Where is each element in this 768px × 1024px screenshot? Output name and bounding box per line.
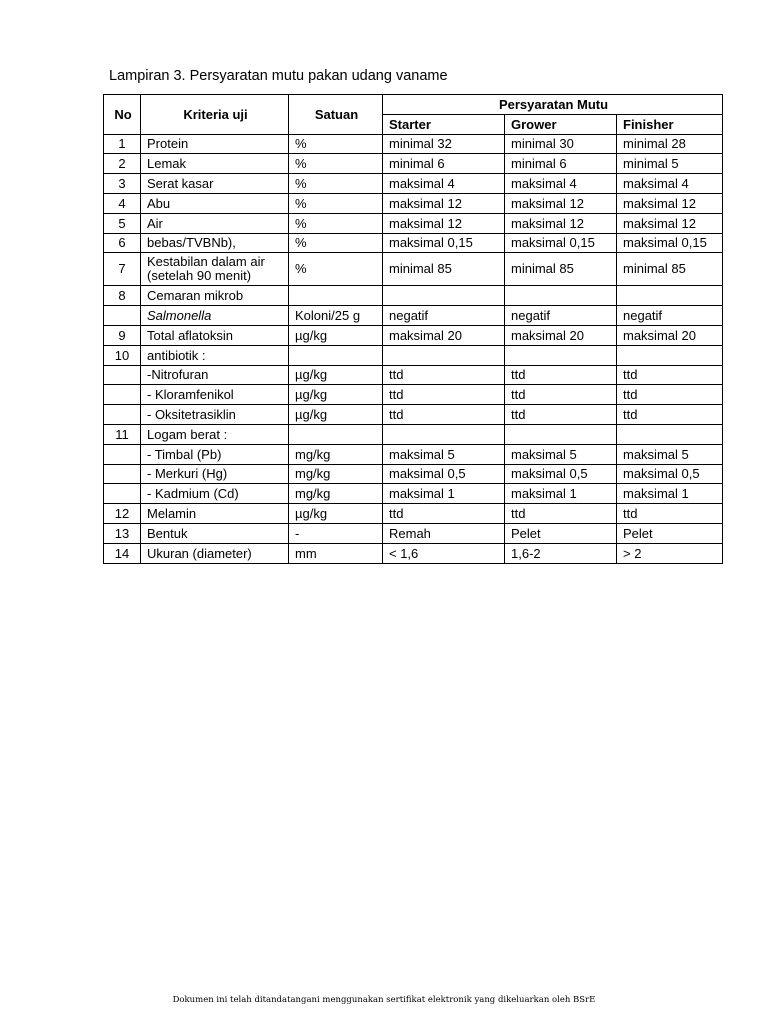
header-criteria: Kriteria uji <box>141 95 289 135</box>
cell-criteria: - Kloramfenikol <box>141 385 289 405</box>
header-grower: Grower <box>505 114 617 134</box>
cell-no <box>104 306 141 326</box>
table-row <box>104 424 723 444</box>
cell-unit: % <box>289 253 383 286</box>
cell-finisher: > 2 <box>617 543 723 563</box>
cell-unit <box>289 286 383 306</box>
cell-starter <box>383 424 505 444</box>
cell-unit: µg/kg <box>289 504 383 524</box>
cell-grower: maksimal 20 <box>505 325 617 345</box>
cell-finisher <box>617 345 723 365</box>
cell-starter: maksimal 0,15 <box>383 233 505 253</box>
cell-unit: - <box>289 523 383 543</box>
cell-criteria: Melamin <box>141 504 289 524</box>
cell-finisher: Pelet <box>617 523 723 543</box>
cell-criteria: Serat kasar <box>141 174 289 194</box>
table-row <box>104 484 723 504</box>
cell-no: 2 <box>104 154 141 174</box>
cell-starter: ttd <box>383 365 505 385</box>
header-starter: Starter <box>383 114 505 134</box>
cell-starter: maksimal 0,5 <box>383 464 505 484</box>
cell-unit <box>289 345 383 365</box>
cell-grower <box>505 345 617 365</box>
header-finisher: Finisher <box>617 114 723 134</box>
cell-grower: minimal 85 <box>505 253 617 286</box>
cell-finisher: negatif <box>617 306 723 326</box>
cell-grower: maksimal 1 <box>505 484 617 504</box>
cell-no: 3 <box>104 174 141 194</box>
cell-no <box>104 464 141 484</box>
cell-unit: µg/kg <box>289 365 383 385</box>
cell-starter: minimal 6 <box>383 154 505 174</box>
cell-finisher: ttd <box>617 385 723 405</box>
cell-grower: maksimal 12 <box>505 213 617 233</box>
quality-requirements-table <box>103 94 723 564</box>
cell-starter <box>383 286 505 306</box>
cell-grower: ttd <box>505 365 617 385</box>
cell-unit: µg/kg <box>289 405 383 425</box>
table-row <box>104 286 723 306</box>
cell-finisher: maksimal 4 <box>617 174 723 194</box>
digital-signature-footer: Dokumen ini telah ditandatangani menggunakan sertifikat elektronik yang dikeluarkan oleh BSrE <box>172 995 596 1005</box>
cell-criteria: bebas/TVBNb), <box>141 233 289 253</box>
cell-no: 10 <box>104 345 141 365</box>
table-row <box>104 345 723 365</box>
cell-starter: Remah <box>383 523 505 543</box>
cell-grower: ttd <box>505 504 617 524</box>
header-no: No <box>104 95 141 135</box>
cell-starter: ttd <box>383 405 505 425</box>
cell-unit: µg/kg <box>289 385 383 405</box>
cell-criteria: antibiotik : <box>141 345 289 365</box>
cell-unit: mg/kg <box>289 464 383 484</box>
cell-no <box>104 405 141 425</box>
cell-unit: % <box>289 193 383 213</box>
cell-finisher <box>617 424 723 444</box>
cell-no <box>104 385 141 405</box>
table-row <box>104 174 723 194</box>
cell-grower: maksimal 12 <box>505 193 617 213</box>
cell-starter: maksimal 5 <box>383 444 505 464</box>
cell-grower: maksimal 0,15 <box>505 233 617 253</box>
cell-starter: maksimal 4 <box>383 174 505 194</box>
cell-no: 13 <box>104 523 141 543</box>
cell-grower: maksimal 0,5 <box>505 464 617 484</box>
table-row <box>104 543 723 563</box>
cell-unit: mg/kg <box>289 484 383 504</box>
cell-unit: mm <box>289 543 383 563</box>
cell-no: 12 <box>104 504 141 524</box>
cell-starter: maksimal 1 <box>383 484 505 504</box>
cell-unit: µg/kg <box>289 325 383 345</box>
cell-unit: % <box>289 213 383 233</box>
cell-starter: minimal 32 <box>383 134 505 154</box>
cell-criteria: - Merkuri (Hg) <box>141 464 289 484</box>
cell-no <box>104 365 141 385</box>
cell-criteria: - Oksitetrasiklin <box>141 405 289 425</box>
cell-finisher: minimal 5 <box>617 154 723 174</box>
cell-grower: minimal 30 <box>505 134 617 154</box>
cell-grower: ttd <box>505 385 617 405</box>
cell-criteria: Ukuran (diameter) <box>141 543 289 563</box>
header-quality-requirements: Persyaratan Mutu <box>383 95 723 115</box>
cell-starter: minimal 85 <box>383 253 505 286</box>
cell-criteria: Kestabilan dalam air (setelah 90 menit) <box>141 253 289 286</box>
table-row <box>104 464 723 484</box>
cell-criteria: - Timbal (Pb) <box>141 444 289 464</box>
cell-unit: Koloni/25 g <box>289 306 383 326</box>
table-row <box>104 405 723 425</box>
cell-grower <box>505 424 617 444</box>
header-unit: Satuan <box>289 95 383 135</box>
cell-no: 5 <box>104 213 141 233</box>
cell-criteria: Air <box>141 213 289 233</box>
cell-criteria: Abu <box>141 193 289 213</box>
cell-no: 11 <box>104 424 141 444</box>
cell-no: 9 <box>104 325 141 345</box>
cell-grower <box>505 286 617 306</box>
cell-finisher: maksimal 1 <box>617 484 723 504</box>
cell-no: 14 <box>104 543 141 563</box>
table-row <box>104 385 723 405</box>
cell-grower: Pelet <box>505 523 617 543</box>
cell-criteria: Salmonella <box>141 306 289 326</box>
cell-no: 6 <box>104 233 141 253</box>
cell-finisher: maksimal 0,5 <box>617 464 723 484</box>
cell-no <box>104 444 141 464</box>
table-header-row <box>104 95 723 115</box>
table-row <box>104 213 723 233</box>
cell-finisher: maksimal 12 <box>617 193 723 213</box>
cell-finisher <box>617 286 723 306</box>
cell-starter: maksimal 12 <box>383 193 505 213</box>
table-row <box>104 365 723 385</box>
cell-criteria: - Kadmium (Cd) <box>141 484 289 504</box>
cell-starter: maksimal 12 <box>383 213 505 233</box>
cell-grower: ttd <box>505 405 617 425</box>
table-row <box>104 134 723 154</box>
cell-unit <box>289 424 383 444</box>
table-row <box>104 523 723 543</box>
cell-grower: negatif <box>505 306 617 326</box>
cell-starter: ttd <box>383 504 505 524</box>
cell-grower: minimal 6 <box>505 154 617 174</box>
cell-finisher: maksimal 0,15 <box>617 233 723 253</box>
cell-finisher: minimal 85 <box>617 253 723 286</box>
cell-criteria: Logam berat : <box>141 424 289 444</box>
table-row <box>104 154 723 174</box>
cell-finisher: maksimal 20 <box>617 325 723 345</box>
cell-criteria: Protein <box>141 134 289 154</box>
cell-criteria: Cemaran mikrob <box>141 286 289 306</box>
cell-starter: < 1,6 <box>383 543 505 563</box>
cell-criteria: -Nitrofuran <box>141 365 289 385</box>
cell-finisher: ttd <box>617 504 723 524</box>
cell-unit: % <box>289 174 383 194</box>
cell-starter: negatif <box>383 306 505 326</box>
cell-finisher: maksimal 5 <box>617 444 723 464</box>
table-row <box>104 253 723 286</box>
cell-no: 8 <box>104 286 141 306</box>
cell-no: 1 <box>104 134 141 154</box>
table-row <box>104 233 723 253</box>
cell-unit: % <box>289 233 383 253</box>
table-row <box>104 325 723 345</box>
table-row <box>104 306 723 326</box>
cell-finisher: ttd <box>617 405 723 425</box>
cell-starter <box>383 345 505 365</box>
cell-grower: maksimal 5 <box>505 444 617 464</box>
table-row <box>104 444 723 464</box>
cell-no <box>104 484 141 504</box>
cell-unit: % <box>289 134 383 154</box>
cell-unit: mg/kg <box>289 444 383 464</box>
cell-starter: maksimal 20 <box>383 325 505 345</box>
cell-grower: maksimal 4 <box>505 174 617 194</box>
cell-finisher: ttd <box>617 365 723 385</box>
table-row <box>104 193 723 213</box>
table-row <box>104 504 723 524</box>
cell-criteria: Bentuk <box>141 523 289 543</box>
cell-criteria: Total aflatoksin <box>141 325 289 345</box>
cell-no: 4 <box>104 193 141 213</box>
cell-unit: % <box>289 154 383 174</box>
cell-finisher: maksimal 12 <box>617 213 723 233</box>
page-title: Lampiran 3. Persyaratan mutu pakan udang vaname <box>109 68 448 84</box>
cell-grower: 1,6-2 <box>505 543 617 563</box>
cell-no: 7 <box>104 253 141 286</box>
cell-criteria: Lemak <box>141 154 289 174</box>
cell-starter: ttd <box>383 385 505 405</box>
cell-finisher: minimal 28 <box>617 134 723 154</box>
